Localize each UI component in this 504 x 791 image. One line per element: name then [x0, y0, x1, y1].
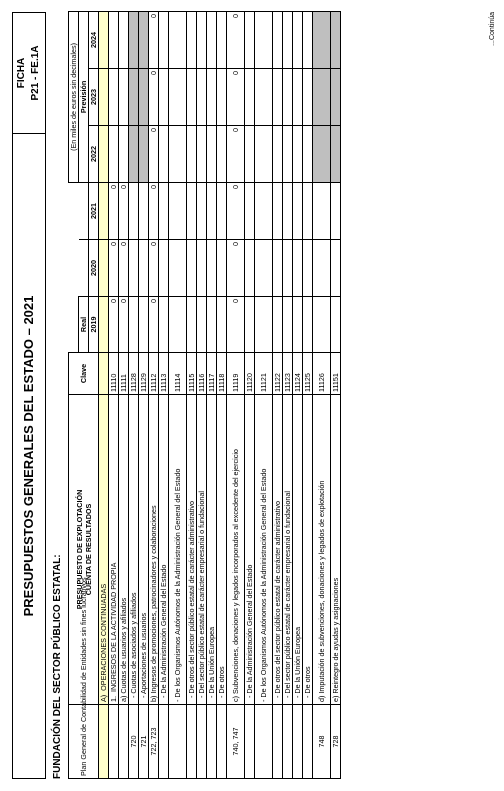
value-cell-2023[interactable] — [283, 68, 293, 125]
value-cell-2019[interactable]: 0 — [227, 297, 245, 353]
value-cell-2024[interactable] — [303, 11, 313, 68]
account-cell — [245, 705, 255, 779]
value-cell-2022[interactable] — [109, 125, 119, 182]
value-cell-2020[interactable] — [139, 240, 149, 297]
value-cell-2023[interactable] — [245, 68, 255, 125]
table-row — [119, 11, 129, 778]
value-cell-2024[interactable] — [169, 11, 187, 68]
account-cell — [207, 705, 217, 779]
value-cell-2019[interactable]: 0 — [119, 297, 129, 353]
value-cell-2023[interactable] — [119, 68, 129, 125]
clave-cell: 11129 — [139, 353, 149, 395]
value-cell-2023[interactable]: 0 — [227, 68, 245, 125]
clave-cell: 11120 — [245, 353, 255, 395]
budget-table — [68, 11, 341, 779]
value-cell-2020[interactable] — [255, 240, 273, 297]
account-cell — [159, 705, 169, 779]
value-cell-2022[interactable] — [99, 125, 109, 182]
table-row — [197, 11, 207, 778]
value-cell-2020[interactable]: 0 — [227, 240, 245, 297]
prevision-header: Previsión — [79, 11, 89, 182]
value-cell-2023[interactable] — [139, 68, 149, 125]
entity-label: FUNDACIÓN DEL SECTOR PÚBLICO ESTATAL: — [52, 554, 63, 779]
value-cell-2022[interactable]: 0 — [149, 125, 159, 182]
value-cell-2019[interactable] — [139, 297, 149, 353]
table-row — [245, 11, 255, 778]
value-cell-2022[interactable] — [187, 125, 197, 182]
value-cell-2023[interactable] — [159, 68, 169, 125]
clave-cell: 11118 — [217, 353, 227, 395]
value-cell-2022[interactable] — [283, 125, 293, 182]
account-cell — [169, 705, 187, 779]
ficha-code: P21 - FE.1A — [30, 45, 41, 101]
value-cell-2022[interactable]: 0 — [227, 125, 245, 182]
ficha-box — [15, 13, 43, 133]
year-header-2019: 2019 — [89, 297, 99, 353]
value-cell-2022[interactable] — [159, 125, 169, 182]
value-cell-2024[interactable] — [331, 11, 341, 68]
concept-cell: - De otros del sector público estatal de carácter administrativo — [187, 395, 197, 705]
value-cell-2023[interactable] — [207, 68, 217, 125]
concept-cell: - De otros — [217, 395, 227, 705]
value-cell-2022[interactable] — [331, 125, 341, 182]
value-cell-2024[interactable] — [139, 11, 149, 68]
concept-cell: - De los Organismos Autónomos de la Administración General del Estado — [169, 395, 187, 705]
concept-cell: e) Reintegro de ayudas y asignaciones — [331, 395, 341, 705]
value-cell-2020[interactable] — [303, 240, 313, 297]
plan-header: Plan General de Contabilidad de Entidades sin fines lucrativos — [69, 705, 99, 779]
value-cell-2020[interactable] — [313, 240, 331, 297]
continues-note: ...Continúa — [489, 12, 496, 46]
concept-cell: - De la Administración General del Estado — [245, 395, 255, 705]
value-cell-2020[interactable] — [197, 240, 207, 297]
table-row — [159, 11, 169, 778]
concept-cell: - De la Unión Europea — [207, 395, 217, 705]
concept-cell: - Aportaciones de usuarios — [139, 395, 149, 705]
value-cell-2021[interactable] — [99, 182, 109, 239]
table-row — [169, 11, 187, 778]
budget-header-line1: PRESUPUESTO DE EXPLOTACIÓN — [74, 489, 84, 610]
value-cell-2022[interactable] — [217, 125, 227, 182]
clave-cell: 11112 — [149, 353, 159, 395]
gap-cell — [79, 240, 89, 297]
value-cell-2020[interactable] — [273, 240, 283, 297]
value-cell-2019[interactable] — [99, 297, 109, 353]
value-cell-2019[interactable] — [197, 297, 207, 353]
clave-cell: 11116 — [197, 353, 207, 395]
table-row — [99, 11, 109, 778]
clave-cell: 11151 — [331, 353, 341, 395]
value-cell-2021[interactable] — [207, 182, 217, 239]
value-cell-2024[interactable] — [99, 11, 109, 68]
gap-cell — [79, 182, 89, 239]
concept-cell: - De otros — [303, 395, 313, 705]
concept-cell: - Del sector público estatal de carácter empresarial o fundacional — [283, 395, 293, 705]
budget-sheet — [12, 12, 496, 779]
concept-cell: a) Cuotas de usuarios y afiliados — [119, 395, 129, 705]
value-cell-2020[interactable]: 0 — [119, 240, 129, 297]
clave-cell: 11110 — [109, 353, 119, 395]
value-cell-2024[interactable] — [119, 11, 129, 68]
value-cell-2024[interactable] — [245, 11, 255, 68]
value-cell-2022[interactable] — [293, 125, 303, 182]
value-cell-2024[interactable] — [293, 11, 303, 68]
value-cell-2021[interactable] — [217, 182, 227, 239]
value-cell-2022[interactable] — [139, 125, 149, 182]
value-cell-2024[interactable]: 0 — [227, 11, 245, 68]
value-cell-2019[interactable] — [313, 297, 331, 353]
value-cell-2023[interactable] — [313, 68, 331, 125]
value-cell-2022[interactable] — [303, 125, 313, 182]
account-cell — [293, 705, 303, 779]
value-cell-2024[interactable] — [159, 11, 169, 68]
value-cell-2019[interactable] — [169, 297, 187, 353]
value-cell-2019[interactable] — [303, 297, 313, 353]
value-cell-2024[interactable] — [273, 11, 283, 68]
value-cell-2023[interactable] — [129, 68, 139, 125]
value-cell-2020[interactable] — [129, 240, 139, 297]
table-row — [273, 11, 283, 778]
value-cell-2021[interactable]: 0 — [109, 182, 119, 239]
value-cell-2020[interactable] — [99, 240, 109, 297]
units-spacer — [69, 182, 79, 352]
table-row — [331, 11, 341, 778]
value-cell-2020[interactable]: 0 — [109, 240, 119, 297]
value-cell-2021[interactable]: 0 — [227, 182, 245, 239]
account-cell — [283, 705, 293, 779]
value-cell-2022[interactable] — [245, 125, 255, 182]
value-cell-2022[interactable] — [313, 125, 331, 182]
account-cell: 722, 723 — [149, 705, 159, 779]
value-cell-2021[interactable] — [159, 182, 169, 239]
value-cell-2024[interactable] — [283, 11, 293, 68]
value-cell-2022[interactable] — [169, 125, 187, 182]
value-cell-2024[interactable] — [197, 11, 207, 68]
value-cell-2022[interactable] — [197, 125, 207, 182]
year-header-2023: 2023 — [89, 68, 99, 125]
value-cell-2019[interactable] — [331, 297, 341, 353]
units-note: (En miles de euros sin decimales) — [69, 11, 79, 182]
value-cell-2023[interactable] — [255, 68, 273, 125]
concept-cell: A) OPERACIONES CONTINUADAS — [99, 395, 109, 705]
account-cell: 728 — [331, 705, 341, 779]
header-row-units — [69, 11, 79, 778]
value-cell-2023[interactable] — [331, 68, 341, 125]
account-cell: 740, 747 — [227, 705, 245, 779]
value-cell-2023[interactable]: 0 — [149, 68, 159, 125]
value-cell-2024[interactable] — [129, 11, 139, 68]
value-cell-2021[interactable] — [139, 182, 149, 239]
year-header-2024: 2024 — [89, 11, 99, 68]
clave-cell: 11128 — [129, 353, 139, 395]
value-cell-2020[interactable] — [293, 240, 303, 297]
concept-cell: - De otros del sector público estatal de carácter administrativo — [273, 395, 283, 705]
value-cell-2024[interactable] — [207, 11, 217, 68]
concept-cell: 1. INGRESOS DE LA ACTIVIDAD PROPIA — [109, 395, 119, 705]
table-row — [109, 11, 119, 778]
real-header: Real — [79, 297, 89, 353]
account-cell — [217, 705, 227, 779]
clave-cell: 11115 — [187, 353, 197, 395]
value-cell-2019[interactable]: 0 — [149, 297, 159, 353]
value-cell-2019[interactable] — [255, 297, 273, 353]
value-cell-2021[interactable]: 0 — [119, 182, 129, 239]
value-cell-2019[interactable] — [187, 297, 197, 353]
concept-cell: - Del sector público estatal de carácter empresarial o fundacional — [197, 395, 207, 705]
value-cell-2020[interactable] — [169, 240, 187, 297]
value-cell-2022[interactable] — [119, 125, 129, 182]
clave-header: Clave — [69, 353, 99, 395]
value-cell-2022[interactable] — [255, 125, 273, 182]
clave-cell: 11121 — [255, 353, 273, 395]
value-cell-2023[interactable] — [197, 68, 207, 125]
value-cell-2024[interactable] — [313, 11, 331, 68]
value-cell-2020[interactable] — [283, 240, 293, 297]
account-cell — [303, 705, 313, 779]
value-cell-2023[interactable] — [169, 68, 187, 125]
value-cell-2019[interactable] — [217, 297, 227, 353]
table-row — [217, 11, 227, 778]
value-cell-2023[interactable] — [99, 68, 109, 125]
header-box — [12, 12, 46, 779]
value-cell-2023[interactable] — [273, 68, 283, 125]
value-cell-2020[interactable] — [159, 240, 169, 297]
year-header-2022: 2022 — [89, 125, 99, 182]
value-cell-2022[interactable] — [129, 125, 139, 182]
table-row — [129, 11, 139, 778]
concept-cell: d) Imputación de subvenciones, donaciones y legados de explotación — [313, 395, 331, 705]
value-cell-2021[interactable] — [331, 182, 341, 239]
clave-cell: 11111 — [119, 353, 129, 395]
clave-cell: 11124 — [293, 353, 303, 395]
account-cell: 720 — [129, 705, 139, 779]
account-cell — [273, 705, 283, 779]
table-row — [283, 11, 293, 778]
table-row — [313, 11, 331, 778]
account-cell: 748 — [313, 705, 331, 779]
value-cell-2021[interactable] — [255, 182, 273, 239]
concept-cell: b) Ingresos de promociones, patrocinadores y colaboraciones — [149, 395, 159, 705]
budget-header-line2: CUENTA DE RESULTADOS — [83, 503, 93, 596]
account-cell — [99, 705, 109, 779]
concept-cell: - De la Unión Europea — [293, 395, 303, 705]
year-header-2021: 2021 — [89, 182, 99, 239]
value-cell-2019[interactable] — [245, 297, 255, 353]
account-cell — [119, 705, 129, 779]
value-cell-2020[interactable] — [187, 240, 197, 297]
clave-cell: 11125 — [303, 353, 313, 395]
value-cell-2023[interactable] — [109, 68, 119, 125]
clave-cell: 11114 — [169, 353, 187, 395]
value-cell-2021[interactable] — [313, 182, 331, 239]
value-cell-2020[interactable]: 0 — [149, 240, 159, 297]
value-cell-2024[interactable] — [217, 11, 227, 68]
page-title: PRESUPUESTOS GENERALES DEL ESTADO – 2021 — [13, 133, 45, 778]
account-cell — [197, 705, 207, 779]
concept-cell: c) Subvenciones, donaciones y legados incorporados al excedente del ejercicio — [227, 395, 245, 705]
account-cell — [109, 705, 119, 779]
clave-cell: 11119 — [227, 353, 245, 395]
table-row — [227, 11, 245, 778]
concept-cell: - Cuotas de asociados y afiliados — [129, 395, 139, 705]
value-cell-2024[interactable] — [255, 11, 273, 68]
value-cell-2021[interactable] — [197, 182, 207, 239]
clave-cell — [99, 353, 109, 395]
value-cell-2019[interactable] — [293, 297, 303, 353]
account-cell — [255, 705, 273, 779]
value-cell-2021[interactable] — [169, 182, 187, 239]
account-cell: 721 — [139, 705, 149, 779]
table-row — [255, 11, 273, 778]
value-cell-2024[interactable] — [187, 11, 197, 68]
account-cell — [187, 705, 197, 779]
value-cell-2020[interactable] — [245, 240, 255, 297]
table-row — [303, 11, 313, 778]
table-row — [187, 11, 197, 778]
value-cell-2020[interactable] — [217, 240, 227, 297]
value-cell-2021[interactable] — [303, 182, 313, 239]
value-cell-2021[interactable] — [293, 182, 303, 239]
concept-cell: - De la Administración General del Estado — [159, 395, 169, 705]
value-cell-2024[interactable] — [109, 11, 119, 68]
value-cell-2021[interactable]: 0 — [149, 182, 159, 239]
value-cell-2021[interactable] — [129, 182, 139, 239]
table-row — [293, 11, 303, 778]
value-cell-2019[interactable] — [129, 297, 139, 353]
value-cell-2023[interactable] — [293, 68, 303, 125]
ficha-label: FICHA — [16, 57, 27, 89]
clave-cell: 11122 — [273, 353, 283, 395]
value-cell-2019[interactable]: 0 — [109, 297, 119, 353]
clave-cell: 11123 — [283, 353, 293, 395]
value-cell-2023[interactable] — [303, 68, 313, 125]
table-row — [207, 11, 217, 778]
value-cell-2019[interactable] — [283, 297, 293, 353]
value-cell-2019[interactable] — [207, 297, 217, 353]
value-cell-2020[interactable] — [207, 240, 217, 297]
clave-cell: 11113 — [159, 353, 169, 395]
concept-cell: - De los Organismos Autónomos de la Administración General del Estado — [255, 395, 273, 705]
value-cell-2023[interactable] — [217, 68, 227, 125]
value-cell-2021[interactable] — [273, 182, 283, 239]
value-cell-2019[interactable] — [159, 297, 169, 353]
value-cell-2022[interactable] — [273, 125, 283, 182]
value-cell-2023[interactable] — [187, 68, 197, 125]
value-cell-2021[interactable] — [187, 182, 197, 239]
value-cell-2020[interactable] — [331, 240, 341, 297]
value-cell-2022[interactable] — [207, 125, 217, 182]
table-row — [139, 11, 149, 778]
value-cell-2021[interactable] — [245, 182, 255, 239]
clave-cell: 11117 — [207, 353, 217, 395]
value-cell-2024[interactable]: 0 — [149, 11, 159, 68]
table-row — [149, 11, 159, 778]
year-header-2020: 2020 — [89, 240, 99, 297]
value-cell-2019[interactable] — [273, 297, 283, 353]
clave-cell: 11126 — [313, 353, 331, 395]
value-cell-2021[interactable] — [283, 182, 293, 239]
